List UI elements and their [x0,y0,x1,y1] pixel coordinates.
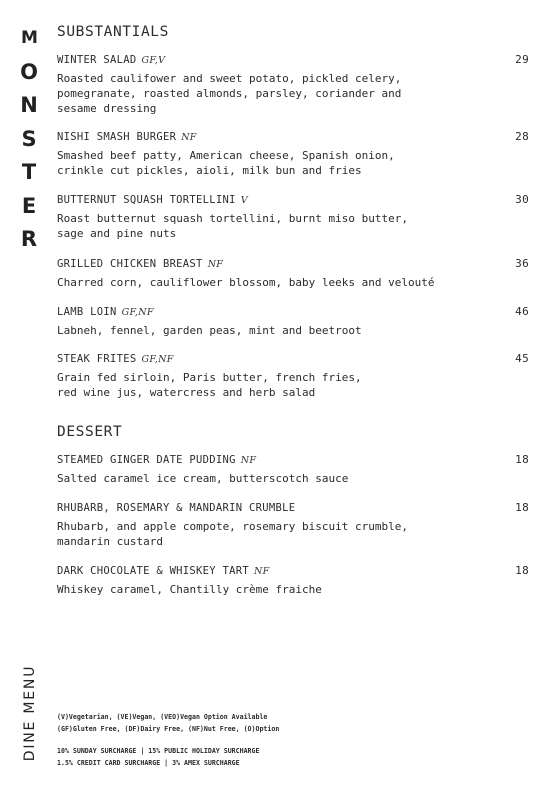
item-name: STEAMED GINGER DATE PUDDING [57,454,236,466]
item-description [57,582,529,597]
menu-item [57,453,529,486]
item-description [57,370,529,400]
item-description-line: Roast butternut squash tortellini, burnt miso butter, [57,212,408,225]
menu-item [57,130,529,178]
item-price: 18 [515,501,529,514]
item-price: 28 [515,130,529,143]
item-name: NISHI SMASH BURGER [57,131,177,143]
item-dietary-tags: V [240,195,248,206]
item-description [57,211,529,241]
item-description-line: Smashed beef patty, American cheese, Spanish onion, [57,149,395,162]
item-description [57,275,529,290]
menu-item [57,53,529,116]
menu-item [57,305,529,338]
item-description [57,71,529,116]
item-description-line: Whiskey caramel, Chantilly crème fraiche [57,583,322,596]
item-name: BUTTERNUT SQUASH TORTELLINI [57,194,236,206]
item-price: 36 [515,257,529,270]
menu-item [57,352,529,400]
item-dietary-tags: NF [254,566,270,577]
surcharge-line: 10% SUNDAY SURCHARGE | 15% PUBLIC HOLIDAY SURCHARGE [57,747,260,755]
item-description-line: pomegranate, roasted almonds, parsley, coriander and [57,87,402,100]
item-description [57,471,529,486]
item-price: 45 [515,352,529,365]
item-dietary-tags: GF,NF [141,354,174,365]
item-price: 18 [515,453,529,466]
dietary-legend [57,711,279,735]
menu-item [57,501,529,549]
item-description-line: Salted caramel ice cream, butterscotch sauce [57,472,349,485]
menu-item [57,564,529,597]
logo-letter: O [20,59,38,84]
item-description-line: mandarin custard [57,535,163,548]
item-name: GRILLED CHICKEN BREAST [57,258,203,270]
menu-item [57,193,529,241]
item-price: 29 [515,53,529,66]
item-price: 46 [515,305,529,318]
item-name: RHUBARB, ROSEMARY & MANDARIN CRUMBLE [57,502,296,514]
item-dietary-tags: NF [207,259,224,270]
dine-menu-text: DINE MENU [22,664,38,762]
section-title-substantials: SUBSTANTIALS [57,24,169,40]
legend-line: (V)Vegetarian, (VE)Vegan, (VEO)Vegan Option Available [57,713,268,721]
item-name: DARK CHOCOLATE & WHISKEY TART [57,565,250,577]
menu-item [57,257,529,290]
legend-line: (GF)Gluten Free, (DF)Dairy Free, (NF)Nut Free, (O)Option [57,725,280,733]
logo-letter: T [21,160,37,184]
item-name: STEAK FRITES [57,353,137,365]
item-description-line: Roasted caulifower and sweet potato, pickled celery, [57,72,402,85]
item-description [57,519,529,549]
item-description-line: Charred corn, cauliflower blossom, baby leeks and velouté [57,276,435,289]
surcharge-line: 1.5% CREDIT CARD SURCHARGE | 3% AMEX SURCHARGE [57,759,240,767]
monster-logo [14,22,44,257]
surcharge-notice [57,745,259,769]
item-name: LAMB LOIN [57,306,117,318]
logo-letter: R [20,227,38,251]
logo-letter: N [20,93,38,117]
item-description-line: Rhubarb, and apple compote, rosemary biscuit crumble, [57,520,408,533]
item-dietary-tags: NF [240,455,257,466]
item-name: WINTER SALAD [57,54,137,66]
item-description-line: red wine jus, watercress and herb salad [57,386,316,399]
logo-letter: M [21,28,37,48]
logo-letter: S [21,126,37,151]
item-price: 30 [515,193,529,206]
item-description-line: Grain fed sirloin, Paris butter, french fries, [57,371,362,384]
item-dietary-tags: GF,NF [121,307,154,318]
item-description-line: sesame dressing [57,102,157,115]
item-description-line: crinkle cut pickles, aioli, milk bun and fries [57,164,362,177]
logo-letter: E [21,193,37,218]
dine-menu-label [20,660,40,766]
item-description-line: Labneh, fennel, garden peas, mint and beetroot [57,324,362,337]
item-dietary-tags: NF [181,132,197,143]
item-description [57,148,529,178]
item-dietary-tags: GF,V [141,55,166,66]
item-description [57,323,529,338]
section-title-dessert: DESSERT [57,424,123,440]
item-price: 18 [515,564,529,577]
item-description-line: sage and pine nuts [57,227,177,240]
